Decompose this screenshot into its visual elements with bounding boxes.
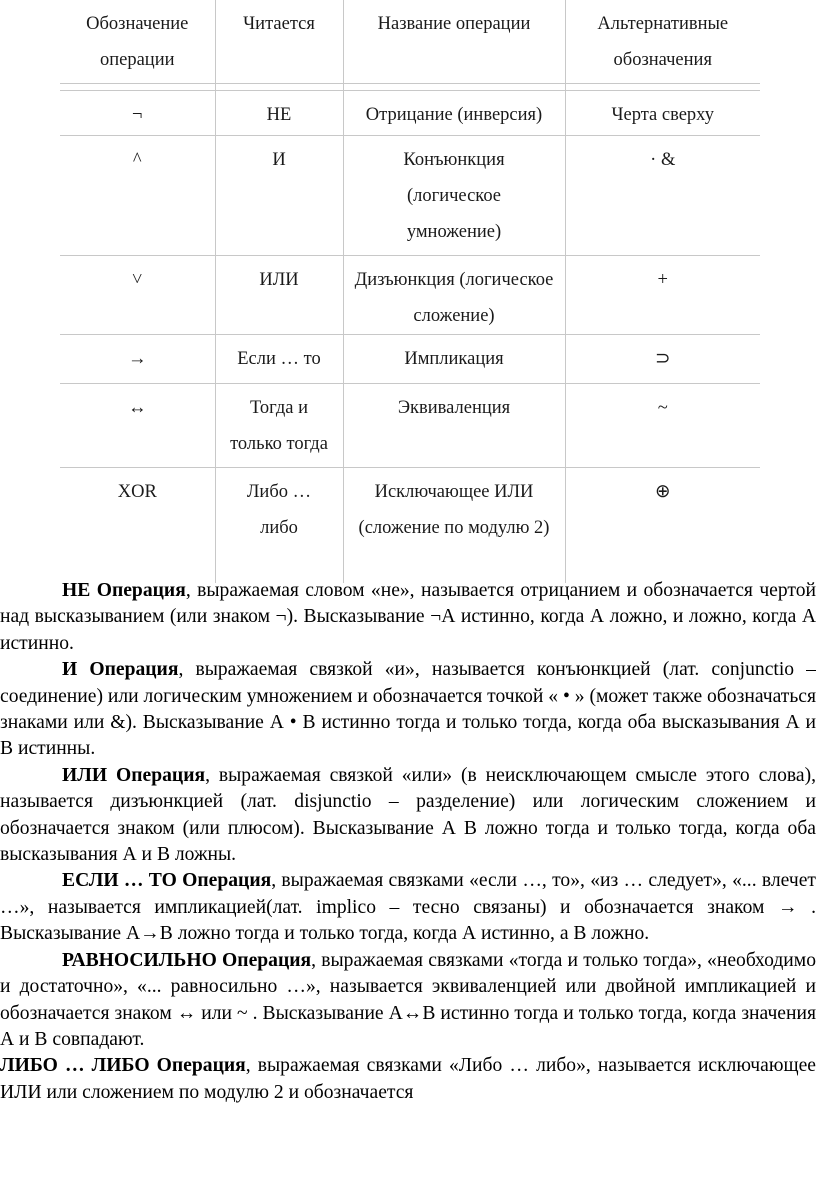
paragraph-equivalence — [0, 948, 816, 1054]
paragraph-text: , выражаемая связками «Либо … либо», называется исключающее ИЛИ или сложением по модулю 2 и обозначается — [0, 1055, 816, 1103]
symbol-cell: ↔ — [60, 383, 215, 467]
term-heading: ИЛИ Операция — [62, 764, 206, 786]
alt-notation-cell: · & — [565, 135, 760, 255]
operation-name-cell: Эквиваленция — [343, 383, 565, 467]
paragraph-or — [0, 763, 816, 869]
reads-cell: Либо …либо — [215, 467, 343, 583]
symbol-cell: → — [60, 334, 215, 383]
paragraph-text: , выражаемая связкой «или» (в неисключающем смысле этого слова), называется дизъюнкцией (лат. disjunctio – разделение) или логическим сложением и обозначается знаком (или плюсом). Высказывание А В ложно тогда и только тогда, когда оба высказывания А и В ложны. — [0, 764, 816, 866]
symbol-cell: ¬ — [60, 90, 215, 135]
term-heading: НЕ Операция — [62, 580, 186, 601]
table-row — [60, 467, 760, 583]
term-heading: И Операция — [62, 659, 179, 681]
table-spacer — [60, 83, 760, 90]
paragraph-text: , выражаемая связкой «и», называется конъюнкцией (лат. conjunctio – соединение) или логическим умножением и обозначается точкой « • » (может также обозначаться знаками или &). Высказывание А • В истинно тогда и только тогда, когда оба высказывания А и В истинны. — [0, 659, 816, 760]
reads-cell: Тогда и только тогда — [215, 383, 343, 467]
term-heading: ЛИБО … ЛИБО Операция — [0, 1055, 246, 1077]
reads-cell: ИЛИ — [215, 255, 343, 334]
reads-cell: Если … то — [215, 334, 343, 383]
alt-notation-cell: Черта сверху — [565, 90, 760, 135]
table-row — [60, 135, 760, 255]
paragraph-xor — [0, 1053, 816, 1106]
symbol-cell: ˅ — [60, 255, 215, 334]
reads-cell: И — [215, 135, 343, 255]
operations-table — [60, 0, 760, 583]
paragraph-text: , выражаемая связками «если …, то», «из … следует», «... влечет …», называется импликацией(лат. implico – тесно связаны) и обозначается знаком → . Высказывание А→В ложно тогда и только тогда, когда А истинно, а В ложно. — [0, 870, 816, 945]
paragraph-implication — [0, 868, 816, 947]
paragraph-text: , выражаемая связками «тогда и только тогда», «необходимо и достаточно», «... равносильно …», называется эквиваленцией или двойной импликацией и обозначается знаком ↔ или ~ . Высказывание А↔В истинно тогда и только тогда, когда значения А и В совпадают. — [0, 949, 816, 1050]
header-cell: Название операции — [343, 0, 565, 83]
alt-notation-cell: + — [565, 255, 760, 334]
table-row — [60, 255, 760, 334]
paragraph-not — [0, 578, 816, 657]
term-heading: РАВНОСИЛЬНО Операция — [62, 949, 312, 971]
reads-cell: НЕ — [215, 90, 343, 135]
symbol-cell: XOR — [60, 467, 215, 583]
table-row — [60, 383, 760, 467]
alt-notation-cell: ~ — [565, 383, 760, 467]
table-header-row — [60, 0, 760, 83]
alt-notation-cell: ⊕ — [565, 467, 760, 583]
operation-name-cell: Отрицание (инверсия) — [343, 90, 565, 135]
table-row — [60, 90, 760, 135]
symbol-cell: ^ — [60, 135, 215, 255]
header-cell: Обозначение операции — [60, 0, 215, 83]
operation-name-cell: Импликация — [343, 334, 565, 383]
table-row — [60, 334, 760, 383]
paragraph-text: , выражаемая словом «не», называется отрицанием и обозначается чертой над высказыванием (или знаком ¬). Высказывание ¬А истинно, когда А ложно, и ложно, когда А истинно. — [0, 580, 816, 654]
paragraph-and — [0, 657, 816, 763]
term-heading: ЕСЛИ … ТО Операция — [62, 870, 272, 892]
operation-name-cell: Конъюнкция (логическое умножение) — [343, 135, 565, 255]
header-cell: Читается — [215, 0, 343, 83]
operation-name-cell: Дизъюнкция (логическое сложение) — [343, 255, 565, 334]
operation-name-cell: Исключающее ИЛИ (сложение по модулю 2) — [343, 467, 565, 583]
header-cell: Альтернативные обозначения — [565, 0, 760, 83]
body-text — [0, 578, 816, 1106]
alt-notation-cell: ⊃ — [565, 334, 760, 383]
